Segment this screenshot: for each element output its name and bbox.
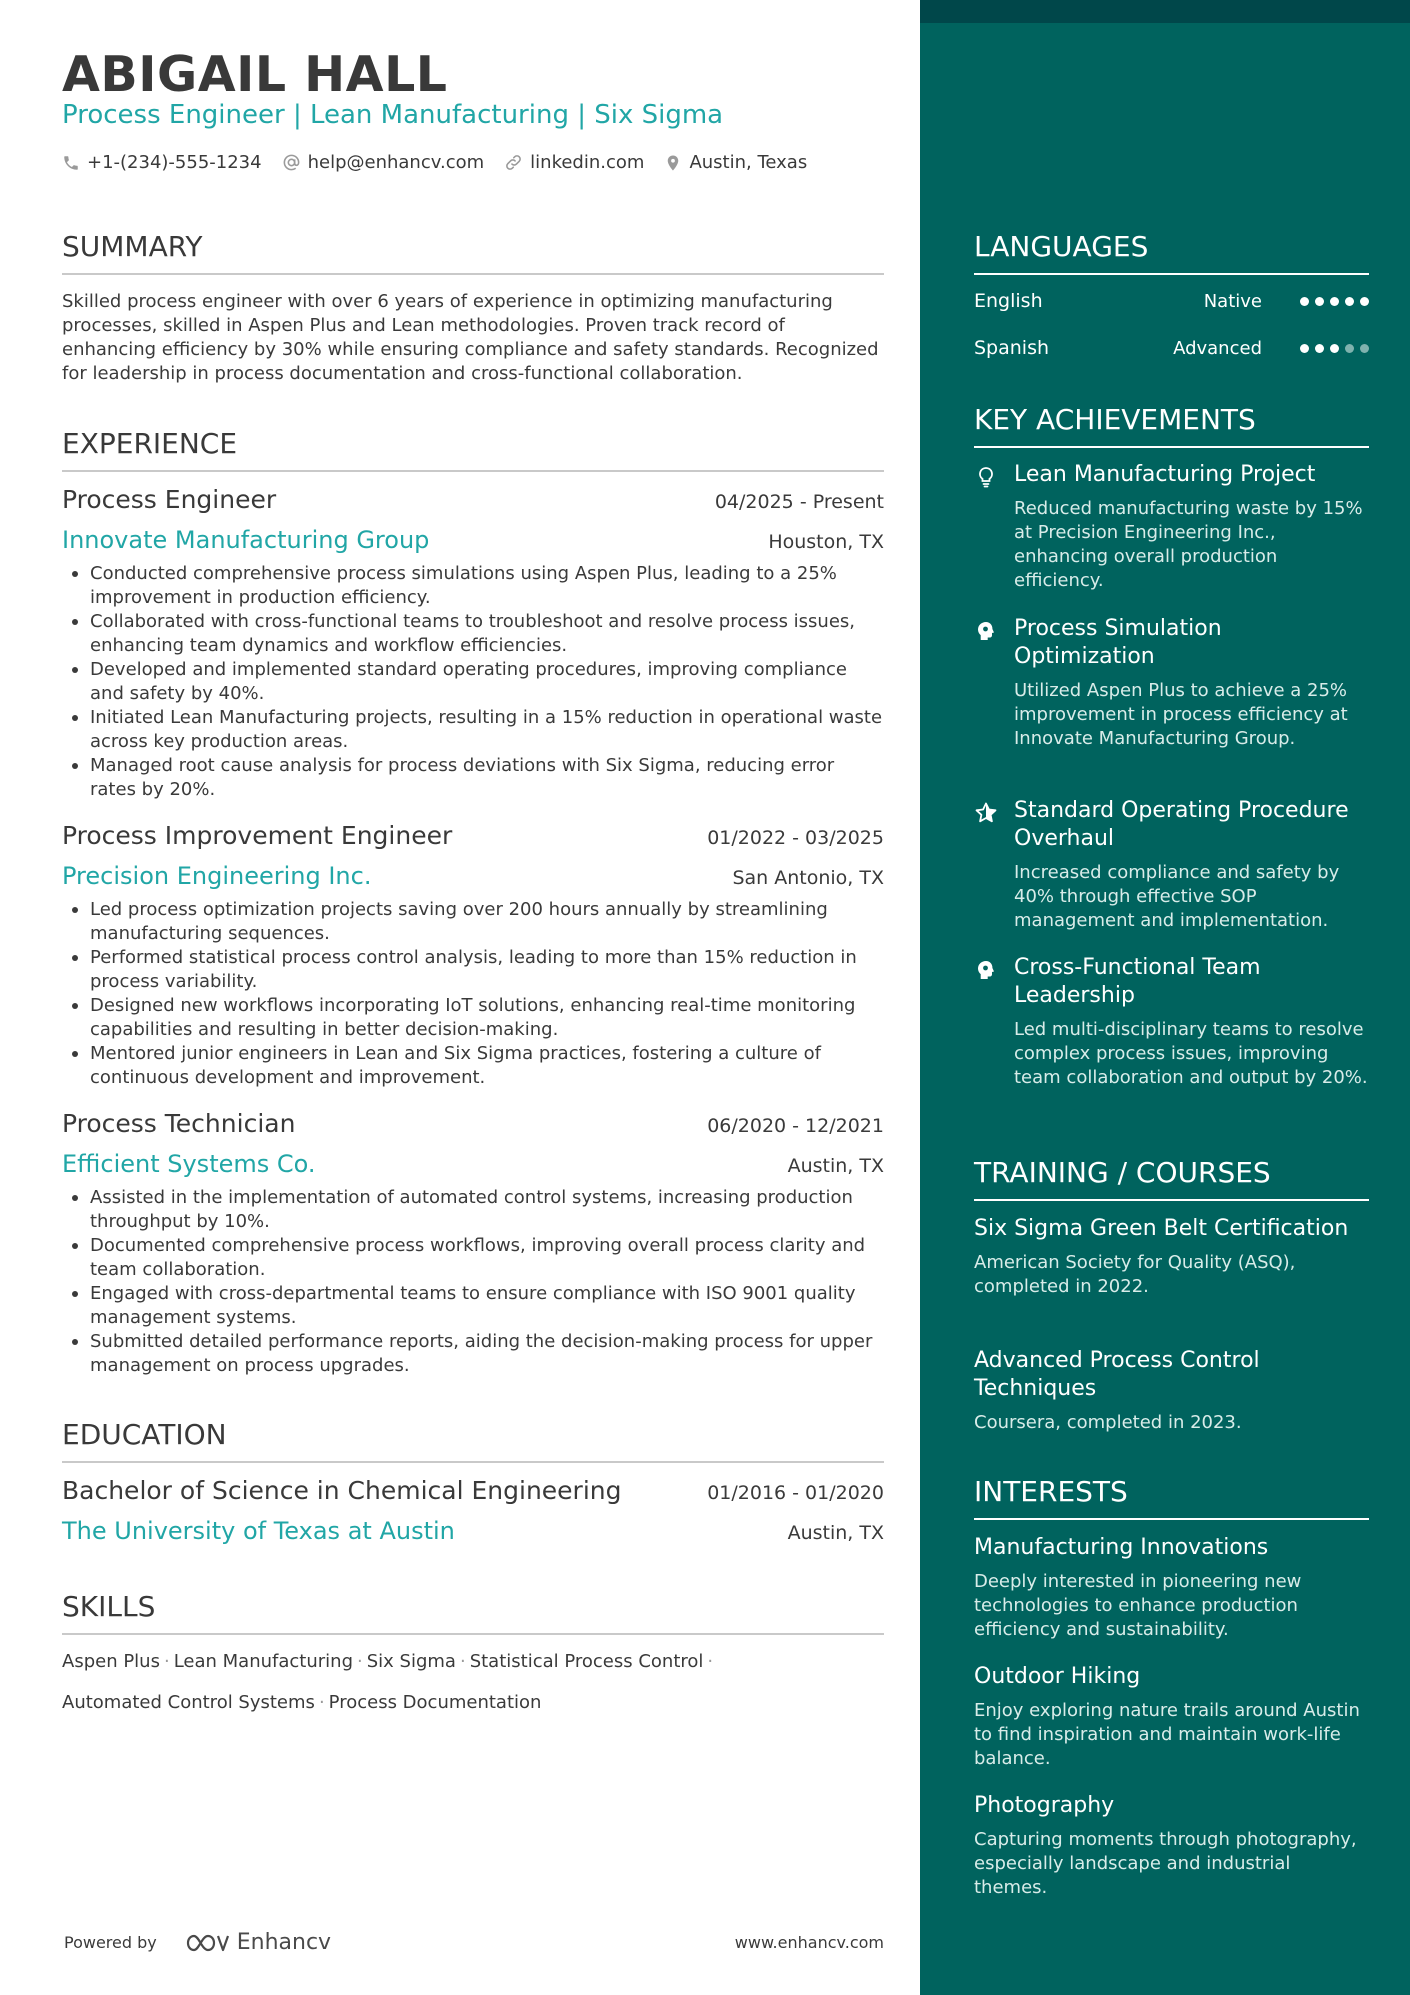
education-dates: 01/2016 - 01/2020 [707,1482,884,1504]
powered-by [64,1930,331,1955]
rating-dot [1300,297,1309,306]
skills-list [62,1641,884,1723]
rating-dot [1345,297,1354,306]
bullet: Mentored junior engineers in Lean and Six Sigma practices, fostering a culture of continuous development and improvement. [62,1042,884,1090]
achievement-desc: Increased compliance and safety by 40% through effective SOP management and implementation. [1014,862,1340,931]
headline: Process Engineer | Lean Manufacturing | Six Sigma [62,100,724,130]
brand-logo[interactable] [185,1930,331,1955]
powered-by-label: Powered by [64,1933,157,1952]
interest-title: Outdoor Hiking [974,1664,1141,1689]
skill-tag: Statistical Process Control [469,1651,704,1672]
rating-dot [1360,344,1369,353]
job-dates: 04/2025 - Present [714,491,884,513]
bullet: Performed statistical process control analysis, leading to more than 15% reduction in process variability. [62,946,884,994]
language-level: Advanced [1173,337,1262,359]
job-title: Process Technician [62,1109,296,1138]
job-title: Process Improvement Engineer [62,821,453,850]
footer-url[interactable]: www.enhancv.com [734,1933,884,1952]
school-name[interactable]: The University of Texas at Austin [62,1517,455,1545]
experience-heading: EXPERIENCE [62,427,884,472]
training-desc: American Society for Quality (ASQ), completed in 2022. [974,1252,1296,1297]
language-item [974,337,1369,359]
education-item [62,1476,884,1545]
job-title: Process Engineer [62,485,277,514]
achievement-item [974,954,1369,1090]
location-text: Austin, Texas [689,152,808,173]
interest-item [974,1792,1369,1900]
rating-dot [1360,297,1369,306]
degree: Bachelor of Science in Chemical Engineering [62,1476,622,1505]
bullet: Developed and implemented standard operating procedures, improving compliance and safety by 40%. [62,658,884,706]
bullet: Assisted in the implementation of automated control systems, increasing production throughput by 10%. [62,1186,884,1234]
link-icon [504,153,523,172]
language-rating [1294,297,1369,306]
achievements-heading: KEY ACHIEVEMENTS [974,403,1369,448]
achievement-title: Cross-Functional Team Leadership [1014,955,1261,1008]
contact-phone[interactable] [62,152,262,173]
interest-desc: Capturing moments through photography, especially landscape and industrial themes. [974,1829,1357,1898]
training-title: Advanced Process Control Techniques [974,1348,1260,1401]
job-bullets [62,1186,884,1378]
language-level: Native [1203,290,1262,312]
job-location: Austin, TX [787,1155,884,1177]
brand-name: Enhancv [236,1930,332,1955]
bullet: Engaged with cross-departmental teams to ensure compliance with ISO 9001 quality management systems. [62,1282,884,1330]
achievement-title: Lean Manufacturing Project [1014,462,1316,487]
bullet: Designed new workflows incorporating IoT solutions, enhancing real-time monitoring capabilities and resulting in better decision-making. [62,994,884,1042]
at-icon [282,153,301,172]
achievement-title: Standard Operating Procedure Overhaul [1014,798,1349,851]
star-icon [974,801,998,825]
skill-tag: Lean Manufacturing [173,1651,353,1672]
interest-desc: Enjoy exploring nature trails around Austin to find inspiration and maintain work-life balance. [974,1700,1360,1769]
training-heading: TRAINING / COURSES [974,1156,1369,1201]
bullet: Managed root cause analysis for process deviations with Six Sigma, reducing error rates by 20%. [62,754,884,802]
bullet: Documented comprehensive process workflows, improving overall process clarity and team collaboration. [62,1234,884,1282]
brain-icon [974,958,998,982]
job-location: Houston, TX [768,531,884,553]
job-location: San Antonio, TX [732,867,884,889]
achievement-desc: Utilized Aspen Plus to achieve a 25% improvement in process efficiency at Innovate Manufacturing Group. [1014,680,1348,749]
skill-tag: Process Documentation [328,1692,542,1713]
achievement-item [974,461,1369,593]
language-name: Spanish [974,337,1050,359]
experience-item [62,1109,884,1378]
company-name[interactable]: Innovate Manufacturing Group [62,526,430,554]
languages-heading: LANGUAGES [974,230,1369,275]
training-title: Six Sigma Green Belt Certification [974,1216,1349,1241]
linkedin-text: linkedin.com [530,152,645,173]
bullet: Initiated Lean Manufacturing projects, resulting in a 15% reduction in operational waste across key production areas. [62,706,884,754]
map-pin-icon [664,153,682,173]
skill-tag: Six Sigma [366,1651,456,1672]
rating-dot [1330,297,1339,306]
company-name[interactable]: Efficient Systems Co. [62,1150,316,1178]
skill-tag: Automated Control Systems [62,1692,315,1713]
interest-title: Photography [974,1793,1115,1818]
bullet: Collaborated with cross-functional teams to troubleshoot and resolve process issues, enhancing team dynamics and workflow efficiencies. [62,610,884,658]
footer [64,1930,884,1955]
contact-bar [62,152,827,173]
summary-heading: SUMMARY [62,230,884,275]
interest-item [974,1534,1369,1642]
interest-title: Manufacturing Innovations [974,1535,1269,1560]
training-item [974,1347,1369,1435]
training-item [974,1215,1369,1299]
summary-text: Skilled process engineer with over 6 years of experience in optimizing manufacturing processes, skilled in Aspen Plus and Lean methodologies. Proven track record of enhancing efficiency by 30% while ensuring compliance and safety standards. Recognized for leadership in process documentation and cross-functional collaboration. [62,291,879,384]
achievement-desc: Led multi-disciplinary teams to resolve complex process issues, improving team collaboration and output by 20%. [1014,1019,1368,1088]
achievement-desc: Reduced manufacturing waste by 15% at Precision Engineering Inc., enhancing overall production efficiency. [1014,498,1363,591]
experience-item [62,821,884,1090]
sidebar-top-band [920,0,1410,23]
interest-item [974,1663,1369,1771]
rating-dot [1315,297,1324,306]
achievement-item [974,615,1369,751]
phone-text: +1-(234)-555-1234 [87,152,262,173]
contact-linkedin[interactable] [504,152,644,173]
skill-separator: · [707,1651,714,1672]
contact-email[interactable] [282,152,485,173]
experience-item [62,485,884,802]
school-location: Austin, TX [787,1522,884,1544]
candidate-name: ABIGAIL HALL [62,46,448,103]
bullet: Led process optimization projects saving over 200 hours annually by streamlining manufacturing sequences. [62,898,884,946]
enhancv-logo-icon [185,1931,231,1955]
brain-icon [974,619,998,643]
contact-location [664,152,807,173]
skill-tag: Aspen Plus [62,1651,160,1672]
rating-dot [1345,344,1354,353]
training-desc: Coursera, completed in 2023. [974,1412,1242,1433]
interest-desc: Deeply interested in pioneering new technologies to enhance production efficiency and sustainability. [974,1571,1302,1640]
sidebar [920,0,1410,1995]
skill-separator: · [459,1651,466,1672]
email-text: help@enhancv.com [307,152,485,173]
job-bullets [62,562,884,802]
language-name: English [974,290,1043,312]
job-bullets [62,898,884,1090]
rating-dot [1330,344,1339,353]
skills-heading: SKILLS [62,1590,884,1635]
job-dates: 06/2020 - 12/2021 [707,1115,884,1137]
bullet: Conducted comprehensive process simulations using Aspen Plus, leading to a 25% improvement in production efficiency. [62,562,884,610]
interests-heading: INTERESTS [974,1475,1369,1520]
lightbulb-icon [974,465,998,489]
language-item [974,290,1369,312]
achievement-item [974,797,1369,933]
rating-dot [1315,344,1324,353]
education-heading: EDUCATION [62,1418,884,1463]
achievement-title: Process Simulation Optimization [1014,616,1222,669]
job-dates: 01/2022 - 03/2025 [707,827,884,849]
skill-separator: · [163,1651,170,1672]
rating-dot [1300,344,1309,353]
skill-separator: · [318,1692,325,1713]
phone-icon [62,154,80,172]
company-name[interactable]: Precision Engineering Inc. [62,862,372,890]
bullet: Submitted detailed performance reports, aiding the decision-making process for upper management on process upgrades. [62,1330,884,1378]
skill-separator: · [357,1651,363,1672]
language-rating [1294,344,1369,353]
